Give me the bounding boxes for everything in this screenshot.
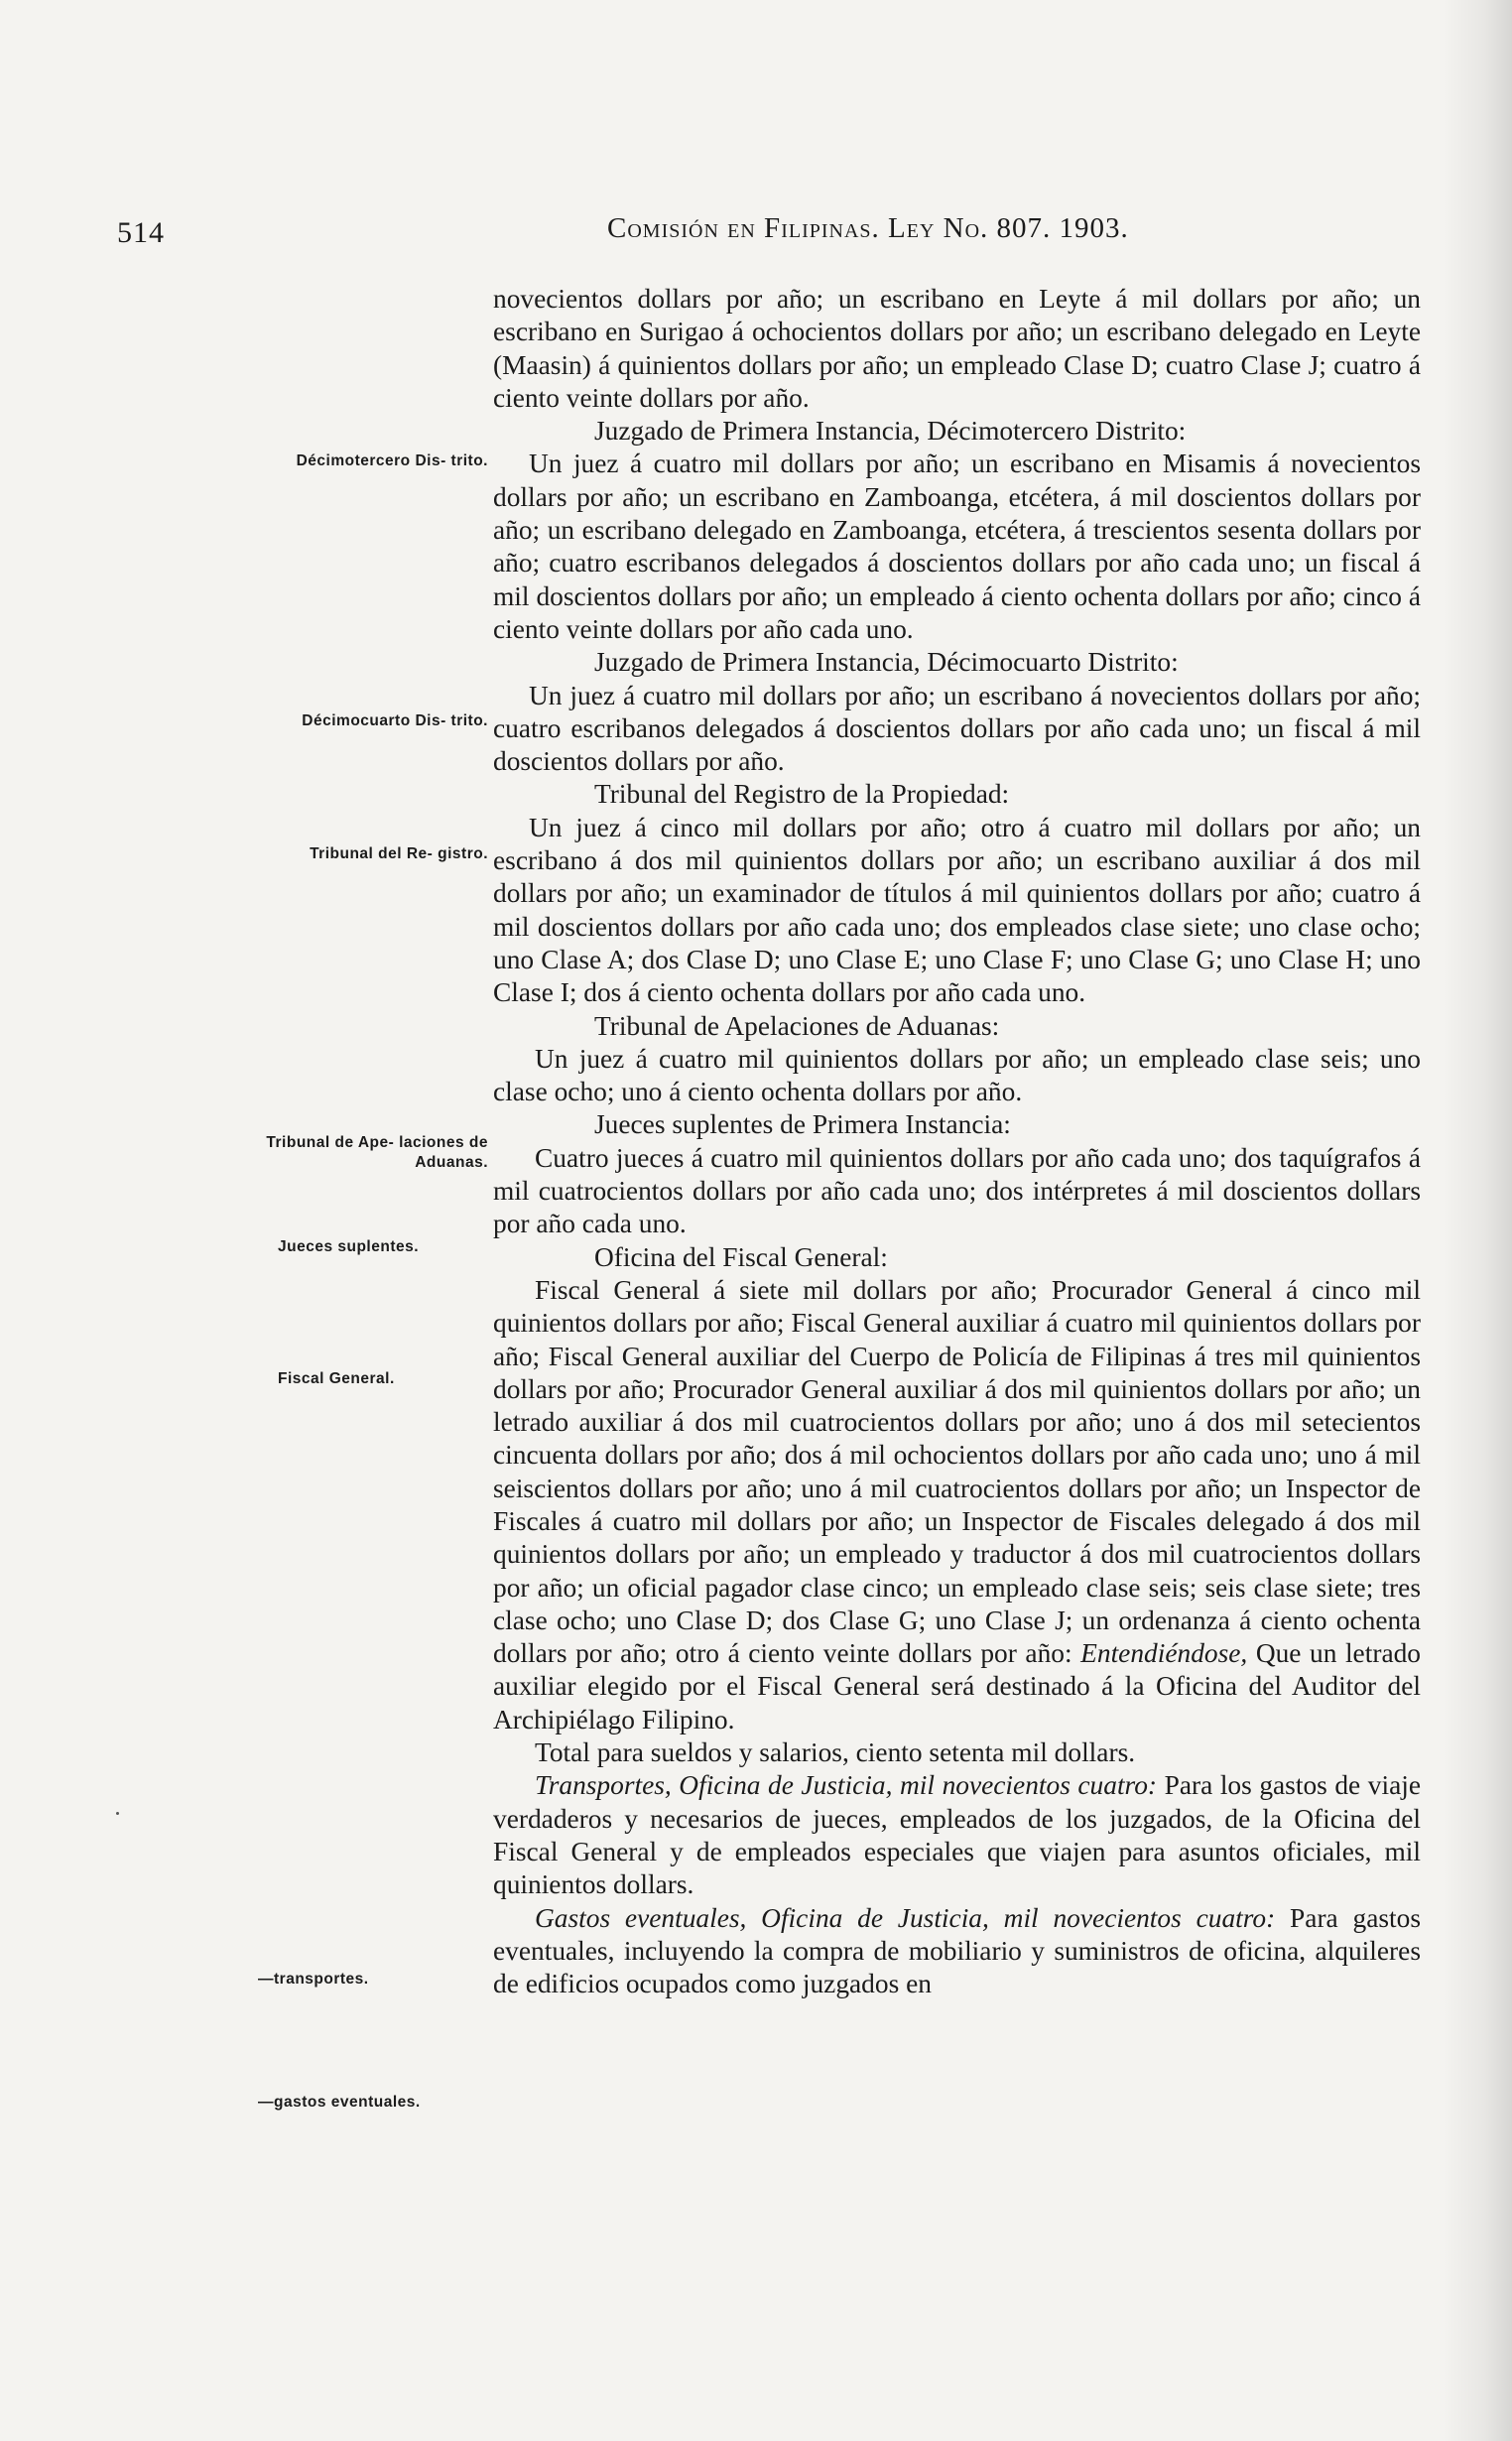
page-number: 514 (117, 216, 165, 249)
section-heading-fiscal: Oficina del Fiscal General: (594, 1241, 888, 1272)
margin-note-apelaciones: Tribunal de Ape- laciones de Aduanas. (266, 1134, 488, 1171)
fiscal-text-b: Que un letrado auxiliar elegido por el Fiscal General será destinado á la Oficina del Auditor del Archipiélago Filipino. (493, 1638, 1421, 1734)
paragraph-total: Total para sueldos y salarios, ciento setenta mil dollars. (535, 1737, 1136, 1768)
paragraph-jueces: Cuatro jueces á cuatro mil quinientos dollars por año cada uno; dos taquígrafos á mil cuatrocientos dollars por año cada uno; dos intérpretes á mil doscientos dollars por año cada uno. (493, 1142, 1421, 1239)
paragraph-registro: Un juez á cinco mil dollars por año; otro á cuatro mil dollars por año; un escribano á dos mil quinientos dollars por año; un escribano auxiliar á dos mil dollars por año; un examinador de títulos á mil quinientos dollars por año; cuatro á mil doscientos dollars por año cada uno; dos empleados clase siete; uno clase ocho; uno Clase A; dos Clase D; uno Clase E; uno Clase F; uno Clase G; uno Clase H; uno Clase I; dos á ciento ochenta dollars por año cada uno. (493, 812, 1421, 1008)
transportes-heading: Transportes, Oficina de Justicia, mil novecientos cuatro: (535, 1770, 1158, 1801)
gastos-text: Para gastos eventuales, incluyendo la compra de mobiliario y suministros de oficina, alquileres de edificios ocupados como juzgados en (493, 1902, 1422, 1999)
paragraph-continuation: novecientos dollars por año; un escribano en Leyte á mil dollars por año; un escribano en Surigao á ochocientos dollars por año; un escribano delegado en Leyte (Maasin) á quinientos dollars por año; un empleado Clase D; cuatro Clase J; cuatro á ciento veinte dollars por año. (493, 284, 1421, 413)
section-heading-decimotercero: Juzgado de Primera Instancia, Décimotercero Distrito: (594, 416, 1187, 447)
running-head: Comisión en Filipinas. Ley No. 807. 1903. (607, 212, 1129, 244)
paragraph-gastos (493, 1902, 1421, 2001)
page-edge-shadow (1443, 0, 1512, 2441)
section-heading-registro: Tribunal del Registro de la Propiedad: (594, 779, 1010, 810)
margin-note-decimocuarto: Décimocuarto Dis- trito. (302, 712, 488, 729)
margin-note-decimotercero: Décimotercero Dis- trito. (296, 452, 488, 469)
section-heading-decimocuarto: Juzgado de Primera Instancia, Décimocuarto Distrito: (594, 647, 1179, 678)
margin-note-fiscal: Fiscal General. (278, 1370, 395, 1387)
fiscal-proviso: Entendiéndose, (1080, 1638, 1248, 1669)
transportes-text: Para los gastos de viaje verdaderos y necesarios de jueces, empleados de los juzgados, de la Oficina del Fiscal General y de empleados especiales que viajen para asuntos oficiales, mil quinientos dollars. (493, 1770, 1421, 1900)
margin-note-jueces: Jueces suplentes. (278, 1238, 420, 1255)
paragraph-apelaciones: Un juez á cuatro mil quinientos dollars por año; un empleado clase seis; uno clase ocho; uno á ciento ochenta dollars por año. (493, 1043, 1421, 1107)
section-heading-jueces: Jueces suplentes de Primera Instancia: (594, 1109, 1011, 1140)
fiscal-text-a: Fiscal General á siete mil dollars por año; Procurador General á cinco mil quinientos dollars por año; Fiscal General auxiliar á cuatro mil quinientos dollars por año; Fiscal General auxiliar del Cuerpo de Policía de Filipinas á tres mil quinientos dollars por año; Procurador General auxiliar á dos mil quinientos dollars por año; un letrado auxiliar á dos mil cuatrocientos dollars por año; uno á dos mil setecientos cincuenta dollars por año; dos á mil ochocientos dollars por año cada uno; uno á mil seiscientos dollars por año; uno á mil cuatrocientos dollars por año; un Inspector de Fiscales á cuatro mil dollars por año; un Inspector de Fiscales delegado á dos mil quinientos dollars por año; un empleado y traductor á dos mil cuatrocientos dollars por año; un oficial pagador clase cinco; un empleado clase seis; seis clase siete; tres clase ocho; uno Clase D; dos Clase G; uno Clase J; un ordenanza á ciento ochenta dollars por año; otro á ciento veinte dollars por año: (493, 1274, 1421, 1669)
margin-note-transportes: —transportes. (258, 1971, 369, 1988)
main-text (493, 283, 1421, 2000)
gastos-heading: Gastos eventuales, Oficina de Justicia, mil novecientos cuatro: (535, 1902, 1276, 1933)
paragraph-decimotercero: Un juez á cuatro mil dollars por año; un escribano en Misamis á novecientos dollars por año; un escribano en Zamboanga, etcétera, á mil doscientos dollars por año; un escribano delegado en Zamboanga, etcétera, á trescientos sesenta dollars por año; cuatro escribanos delegados á doscientos dollars por año cada uno; un fiscal á mil doscientos dollars por año; un empleado á ciento ochenta dollars por año; cinco á ciento veinte dollars por año cada uno. (493, 449, 1421, 644)
section-heading-apelaciones: Tribunal de Apelaciones de Aduanas: (594, 1010, 1000, 1041)
margin-note-registro: Tribunal del Re- gistro. (310, 845, 488, 862)
paragraph-decimocuarto: Un juez á cuatro mil dollars por año; un escribano á novecientos dollars por año; cuatro escribanos delegados á doscientos dollars por año cada uno; un fiscal á mil doscientos dollars por año. (493, 680, 1421, 777)
paragraph-fiscal (493, 1274, 1421, 1736)
stray-mark (116, 1812, 119, 1815)
margin-note-gastos: —gastos eventuales. (258, 2094, 421, 2111)
paragraph-transportes (493, 1769, 1421, 1901)
